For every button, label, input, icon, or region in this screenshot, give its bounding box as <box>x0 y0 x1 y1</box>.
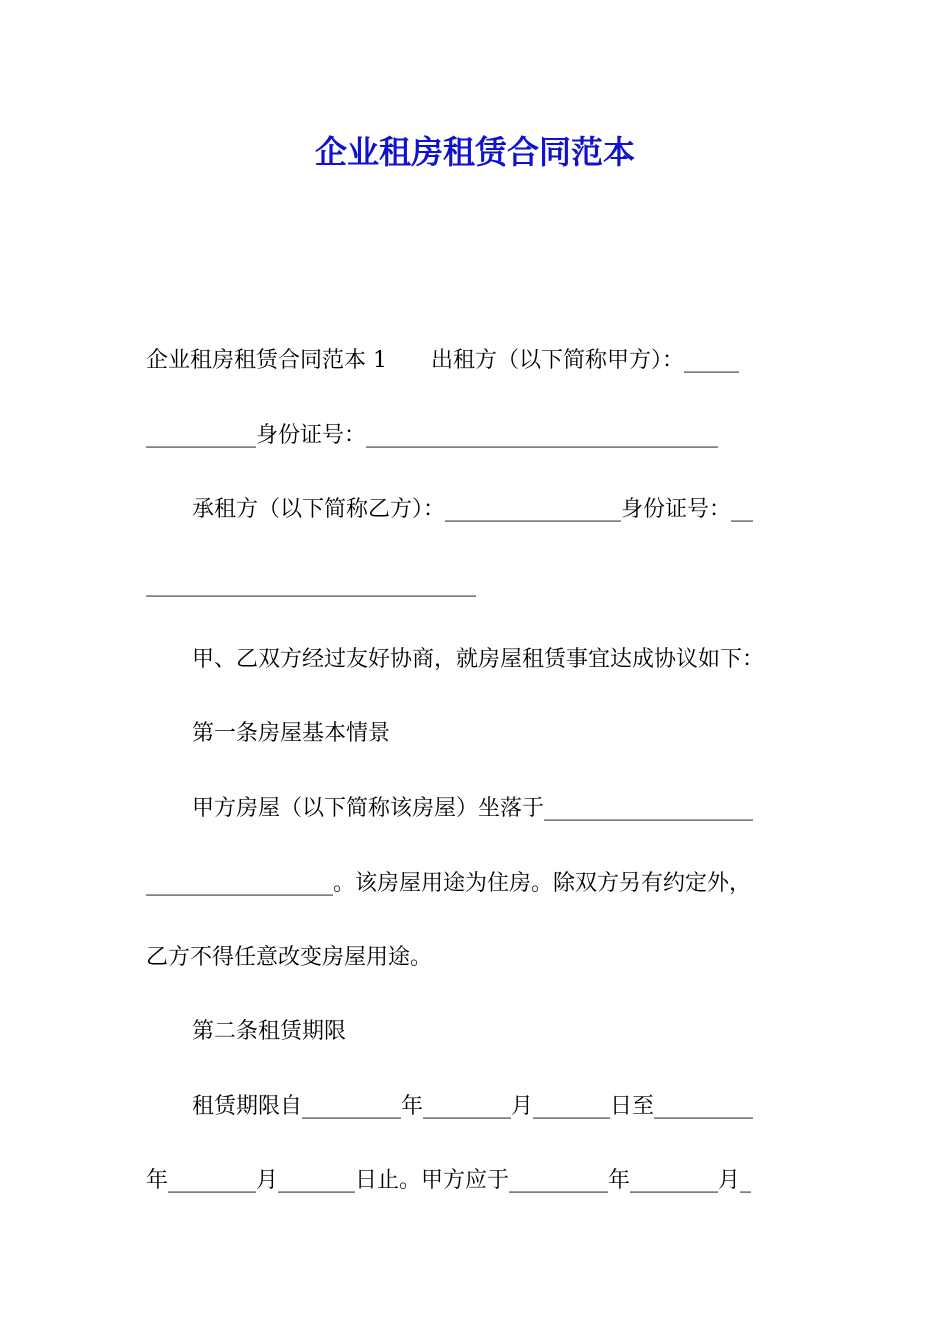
paragraph-line: 年________月_______日止。甲方应于_________年________月_ <box>146 1168 752 1193</box>
paragraph-line: 企业租房租赁合同范本 1 出租方（以下简称甲方）：_____ <box>146 348 739 373</box>
paragraph-line: 甲方房屋（以下简称该房屋）坐落于___________________ <box>192 796 754 821</box>
paragraph-line: _________________。该房屋用途为住房。除双方另有约定外， <box>146 871 752 896</box>
paragraph-line: 租赁期限自_________年________月_______日至_________ <box>192 1094 754 1119</box>
paragraph-line: ______________________________ <box>146 572 476 597</box>
paragraph-line: 甲、乙双方经过友好协商，就房屋租赁事宜达成协议如下： <box>192 647 765 672</box>
paragraph-line: 承租方（以下简称乙方）：________________身份证号：__ <box>192 497 754 522</box>
document-title: 企业租房租赁合同范本 <box>314 133 635 171</box>
section-heading: 第一条房屋基本情景 <box>192 721 391 746</box>
paragraph-line: __________身份证号：________________________________ <box>146 423 719 448</box>
section-heading: 第二条租赁期限 <box>192 1019 347 1044</box>
paragraph-line: 乙方不得任意改变房屋用途。 <box>146 945 433 970</box>
